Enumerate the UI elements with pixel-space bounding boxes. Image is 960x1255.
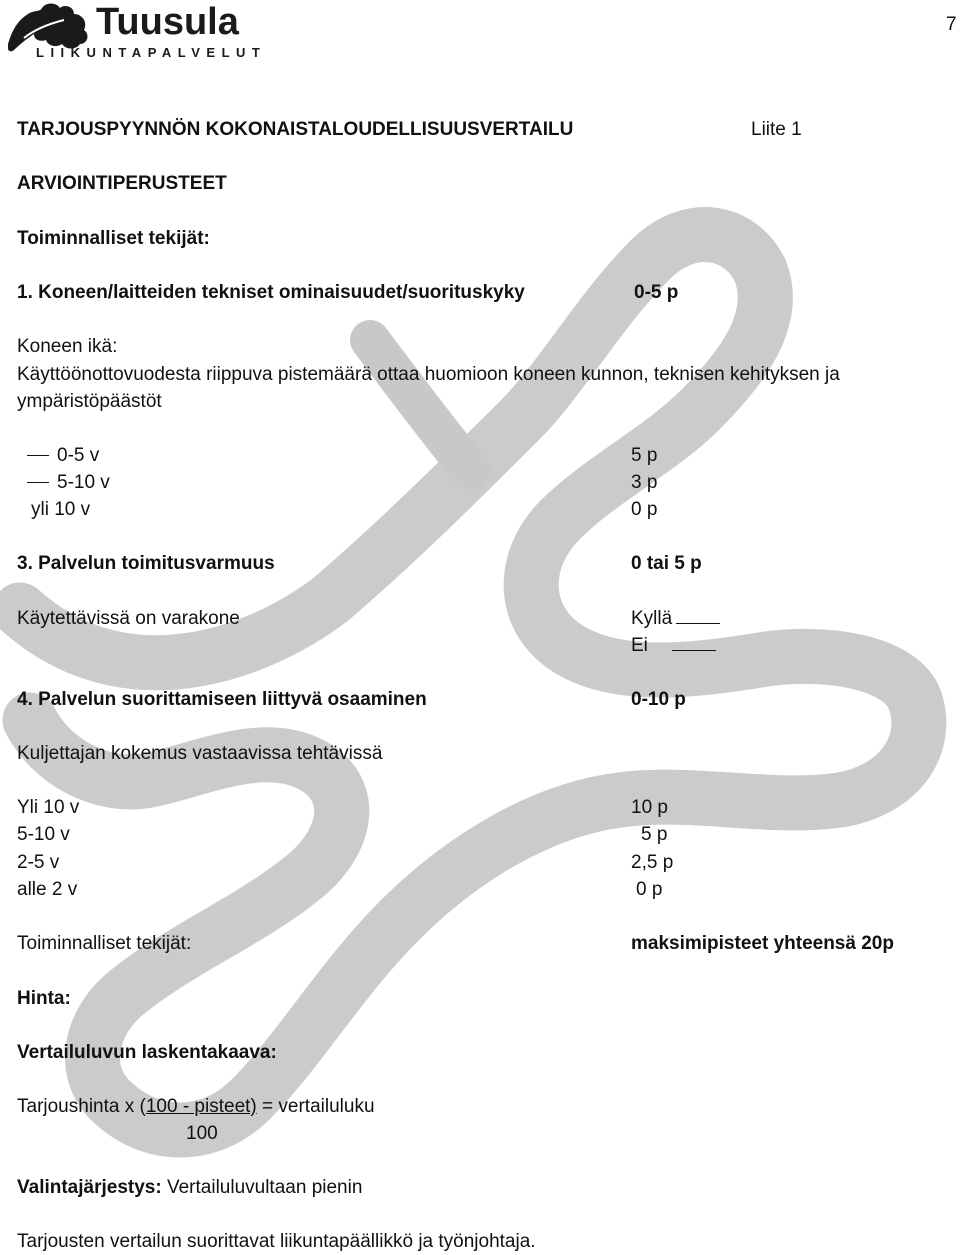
functional-heading: Toiminnalliset tekijät: bbox=[17, 228, 210, 249]
page-number: 7 bbox=[946, 14, 957, 35]
section1-points: 0-5 p bbox=[634, 282, 679, 303]
age-row-3-label: yli 10 v bbox=[31, 499, 91, 520]
section3-yes-option: Kyllä bbox=[631, 608, 720, 630]
logo bbox=[4, 0, 267, 66]
selection-order-value: Vertailuluvultaan pienin bbox=[161, 1177, 363, 1198]
section3-title: 3. Palvelun toimitusvarmuus bbox=[17, 553, 275, 574]
logo-subtitle: LIIKUNTAPALVELUT bbox=[36, 45, 267, 60]
formula-suffix: = vertailuluku bbox=[256, 1096, 375, 1117]
attachment-label: Liite 1 bbox=[751, 119, 802, 140]
age-row-3-points: 0 p bbox=[631, 499, 658, 520]
section3-no-option: Ei bbox=[631, 635, 716, 657]
logo-name: Tuusula bbox=[96, 1, 239, 43]
age-row-2-label: 5-10 v bbox=[27, 472, 110, 494]
experience-row-1-points: 10 p bbox=[631, 797, 668, 818]
experience-row-1-label: Yli 10 v bbox=[17, 797, 80, 818]
age-row-1-label: 0-5 v bbox=[27, 445, 99, 467]
formula-denominator: 100 bbox=[186, 1123, 218, 1144]
age-row-1-points: 5 p bbox=[631, 445, 658, 466]
experience-row-2-points: 5 p bbox=[641, 824, 668, 845]
experience-row-3-points: 2,5 p bbox=[631, 852, 674, 873]
experience-row-4-label: alle 2 v bbox=[17, 879, 78, 900]
section4-subtitle: Kuljettajan kokemus vastaavissa tehtävissä bbox=[17, 743, 383, 764]
formula-heading: Vertailuluvun laskentakaava: bbox=[17, 1042, 277, 1063]
experience-row-4-points: 0 p bbox=[636, 879, 663, 900]
yes-blank-line bbox=[676, 609, 720, 624]
functional-total-value: maksimipisteet yhteensä 20p bbox=[631, 933, 894, 954]
selection-order bbox=[17, 1177, 362, 1199]
section4-title: 4. Palvelun suorittamiseen liittyvä osaaminen bbox=[17, 689, 427, 710]
dash-bullet-icon bbox=[27, 455, 49, 456]
section4-points: 0-10 p bbox=[631, 689, 686, 710]
section3-question: Käytettävissä on varakone bbox=[17, 608, 240, 629]
document-title: TARJOUSPYYNNÖN KOKONAISTALOUDELLISUUSVERTAILU bbox=[17, 119, 574, 140]
age-row-2-points: 3 p bbox=[631, 472, 658, 493]
section1-description-line2: ympäristöpäästöt bbox=[17, 391, 162, 412]
formula-line bbox=[17, 1096, 375, 1118]
footer-note: Tarjousten vertailun suorittavat liikuntapäällikkö ja työnjohtaja. bbox=[17, 1231, 536, 1252]
section1-age-label: Koneen ikä: bbox=[17, 336, 118, 357]
price-heading: Hinta: bbox=[17, 988, 71, 1009]
no-blank-line bbox=[672, 636, 716, 651]
criteria-heading: ARVIOINTIPERUSTEET bbox=[17, 173, 227, 194]
section1-description-line1: Käyttöönottovuodesta riippuva pistemäärä ottaa huomioon koneen kunnon, teknisen kehityksen ja bbox=[17, 364, 840, 385]
section1-title: 1. Koneen/laitteiden tekniset ominaisuudet/suorituskyky bbox=[17, 282, 525, 303]
section3-points: 0 tai 5 p bbox=[631, 553, 702, 574]
selection-order-label: Valintajärjestys: bbox=[17, 1177, 162, 1198]
experience-row-3-label: 2-5 v bbox=[17, 852, 60, 873]
functional-total-label: Toiminnalliset tekijät: bbox=[17, 933, 192, 954]
formula-numerator: 100 - pisteet) bbox=[145, 1096, 257, 1117]
formula-prefix: Tarjoushinta x ( bbox=[17, 1096, 146, 1117]
dash-bullet-icon bbox=[27, 482, 49, 483]
experience-row-2-label: 5-10 v bbox=[17, 824, 70, 845]
